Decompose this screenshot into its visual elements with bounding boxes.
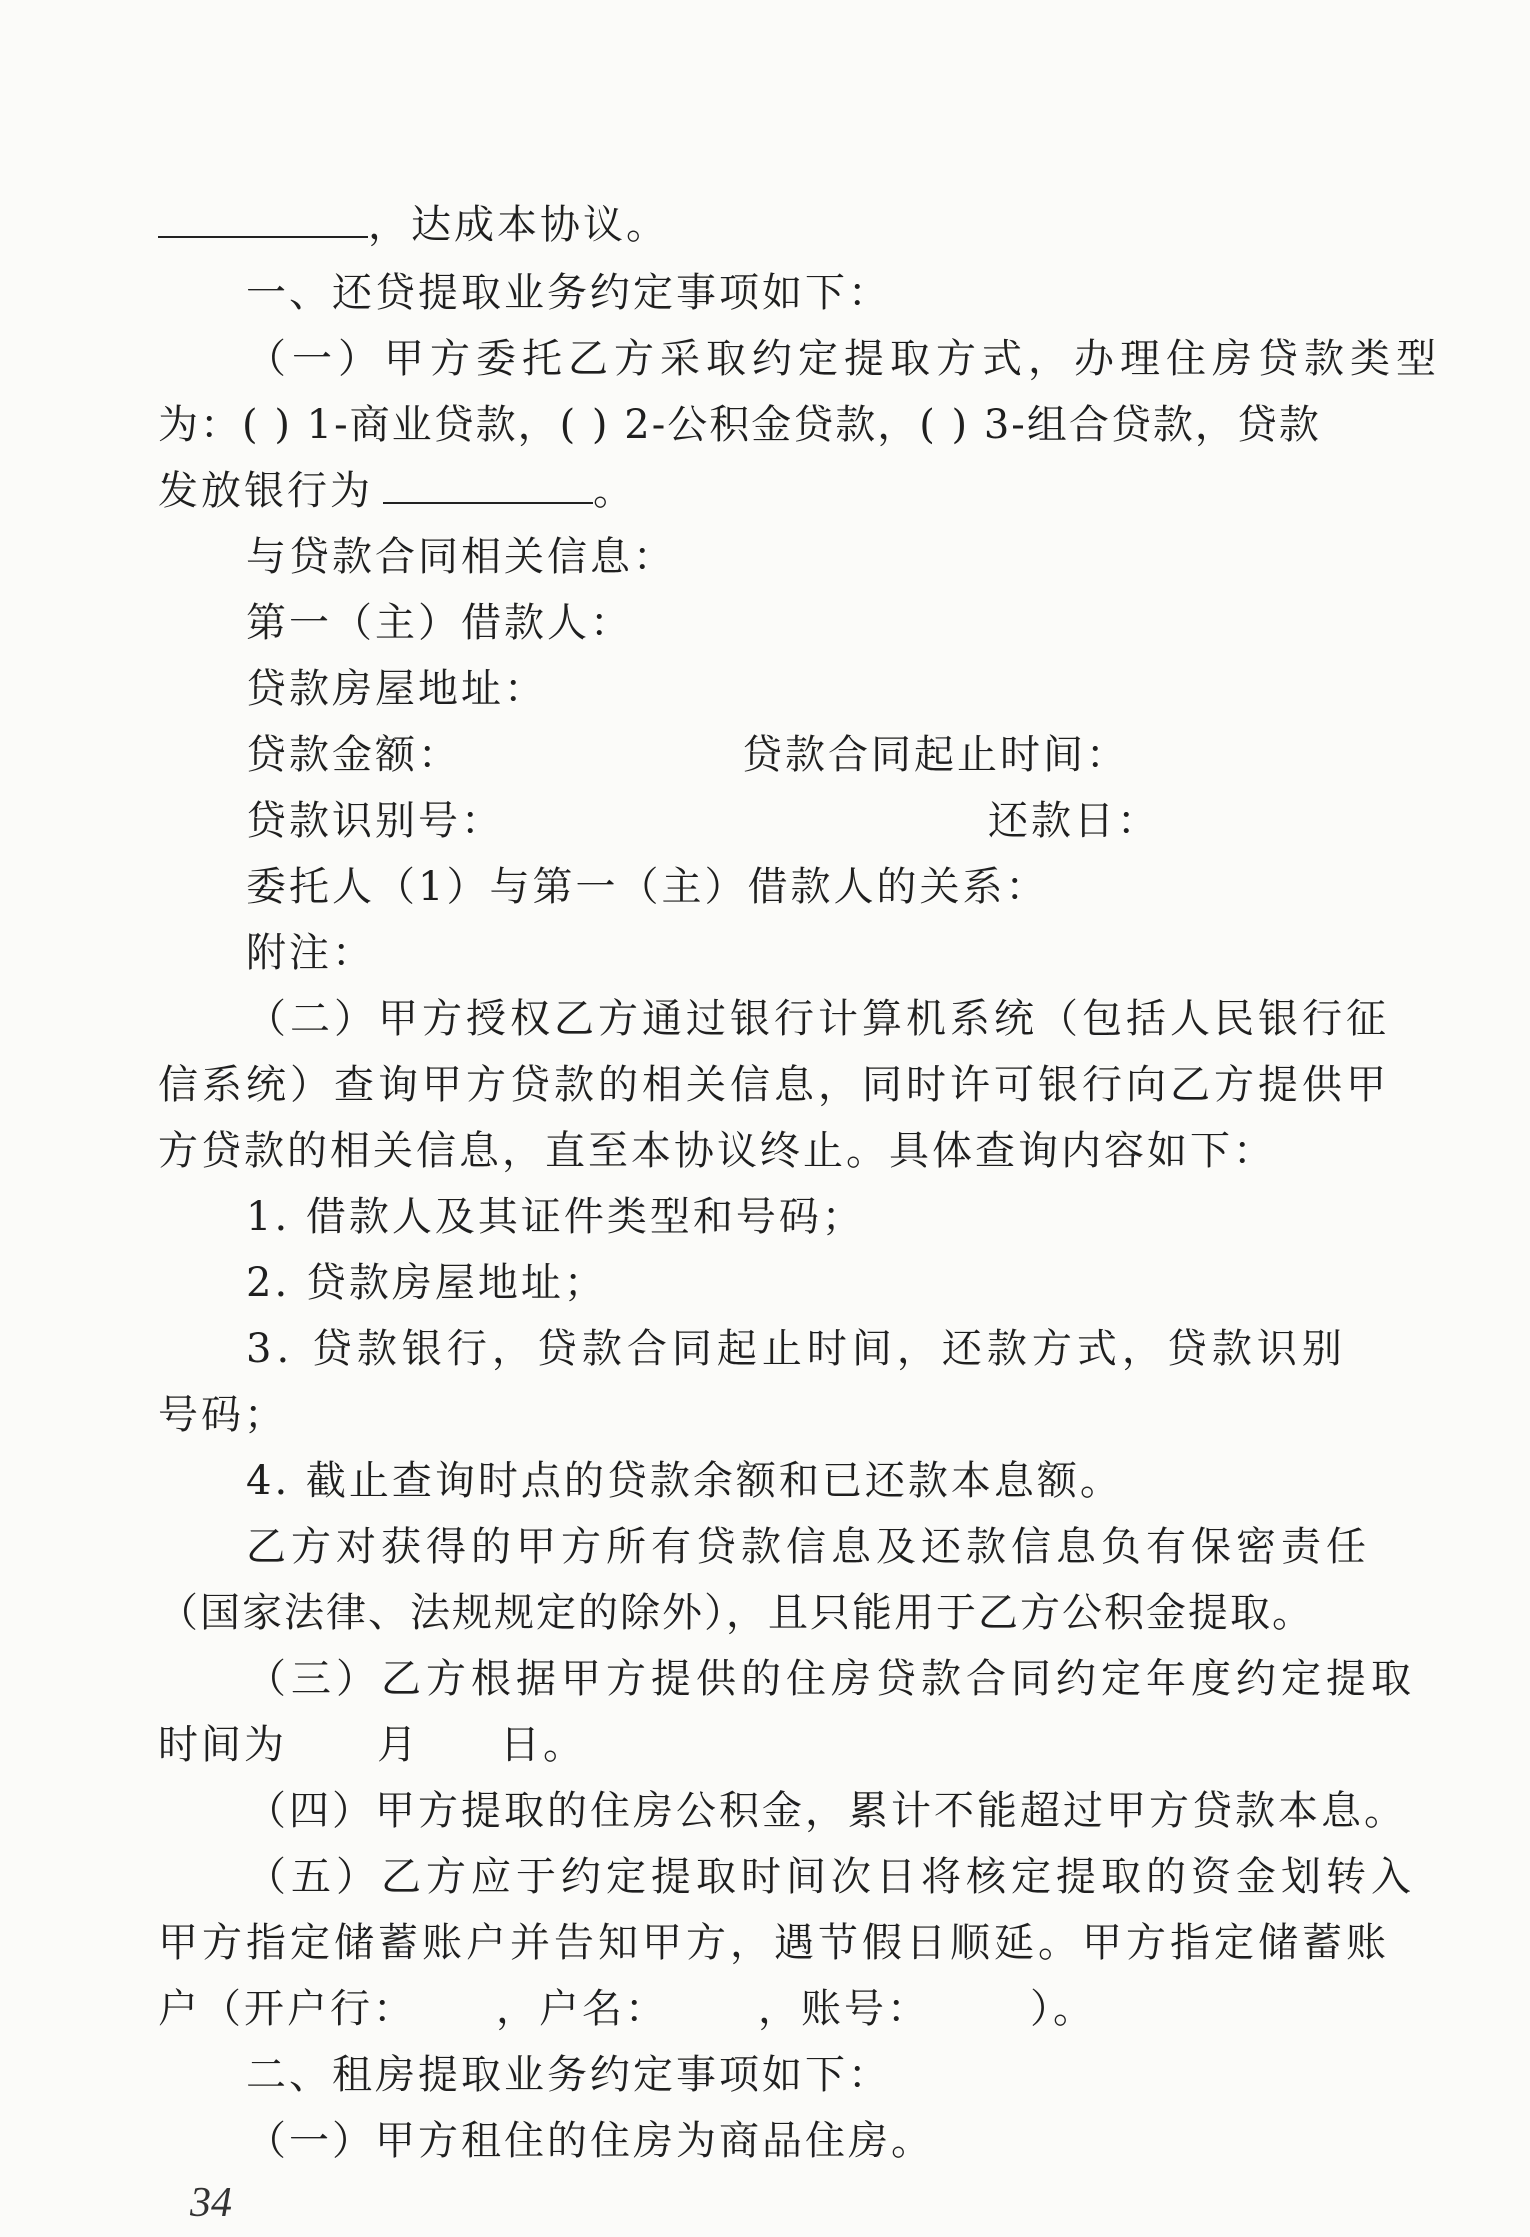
- paragraph-line: 乙方对获得的甲方所有贷款信息及还款信息负有保密责任: [246, 1524, 1371, 1570]
- list-item: 4. 截止查询时点的贷款余额和已还款本息额。: [246, 1458, 1123, 1504]
- field-loan-id: 贷款识别号：: [246, 798, 504, 844]
- paragraph-line: （一）甲方委托乙方采取约定提取方式，办理住房贷款类型: [246, 336, 1442, 382]
- line-agreement-reached: ，达成本协议。: [158, 200, 669, 250]
- paragraph-line: 方贷款的相关信息，直至本协议终止。具体查询内容如下：: [158, 1128, 1276, 1174]
- list-item: 2. 贷款房屋地址；: [246, 1260, 607, 1306]
- paragraph-line: （三）乙方根据甲方提供的住房贷款合同约定年度约定提取: [246, 1656, 1416, 1702]
- paragraph-line: 信系统）查询甲方贷款的相关信息，同时许可银行向乙方提供甲: [158, 1062, 1390, 1108]
- field-loan-house-address: 贷款房屋地址：: [246, 666, 547, 712]
- line-lending-bank: 发放银行为 。: [158, 468, 636, 514]
- paragraph-line: （二）甲方授权乙方通过银行计算机系统（包括人民银行征: [246, 996, 1390, 1042]
- field-primary-borrower: 第一（主）借款人：: [246, 600, 633, 646]
- paragraph-line: （四）甲方提取的住房公积金，累计不能超过甲方贷款本息。: [246, 1788, 1407, 1834]
- blank-field: [158, 200, 368, 238]
- paragraph-line: 甲方指定储蓄账户并告知甲方，遇节假日顺延。甲方指定储蓄账: [158, 1920, 1390, 1966]
- blank-field: [383, 466, 593, 504]
- loan-info-heading: 与贷款合同相关信息：: [246, 534, 676, 580]
- line-withdrawal-date: 时间为 月 日。: [158, 1722, 586, 1768]
- list-item: 3. 贷款银行，贷款合同起止时间，还款方式，贷款识别: [246, 1326, 1347, 1372]
- paragraph-line: （五）乙方应于约定提取时间次日将核定提取的资金划转入: [246, 1854, 1416, 1900]
- field-loan-amount: 贷款金额：: [246, 732, 461, 778]
- paragraph-line: 为：( ) 1-商业贷款，( ) 2-公积金贷款，( ) 3-组合贷款，贷款: [158, 402, 1321, 448]
- paragraph-line: （国家法律、法规规定的除外），且只能用于乙方公积金提取。: [158, 1590, 1314, 1636]
- paragraph-line: （一）甲方租住的住房为商品住房。: [246, 2118, 934, 2164]
- section-heading-rental: 二、租房提取业务约定事项如下：: [246, 2052, 891, 2098]
- field-repayment-day: 还款日：: [988, 798, 1160, 844]
- field-relationship: 委托人（1）与第一（主）借款人的关系：: [246, 864, 1049, 910]
- list-item: 1. 借款人及其证件类型和号码；: [246, 1194, 865, 1240]
- section-heading-repayment: 一、还贷提取业务约定事项如下：: [246, 270, 891, 316]
- list-item-continued: 号码；: [158, 1392, 287, 1438]
- page-number: 34: [190, 2180, 232, 2226]
- line-account-details: 户（开户行： ，户名： ，账号： ）。: [158, 1986, 1096, 2032]
- field-remarks: 附注：: [246, 930, 375, 976]
- field-loan-contract-period: 贷款合同起止时间：: [742, 732, 1129, 778]
